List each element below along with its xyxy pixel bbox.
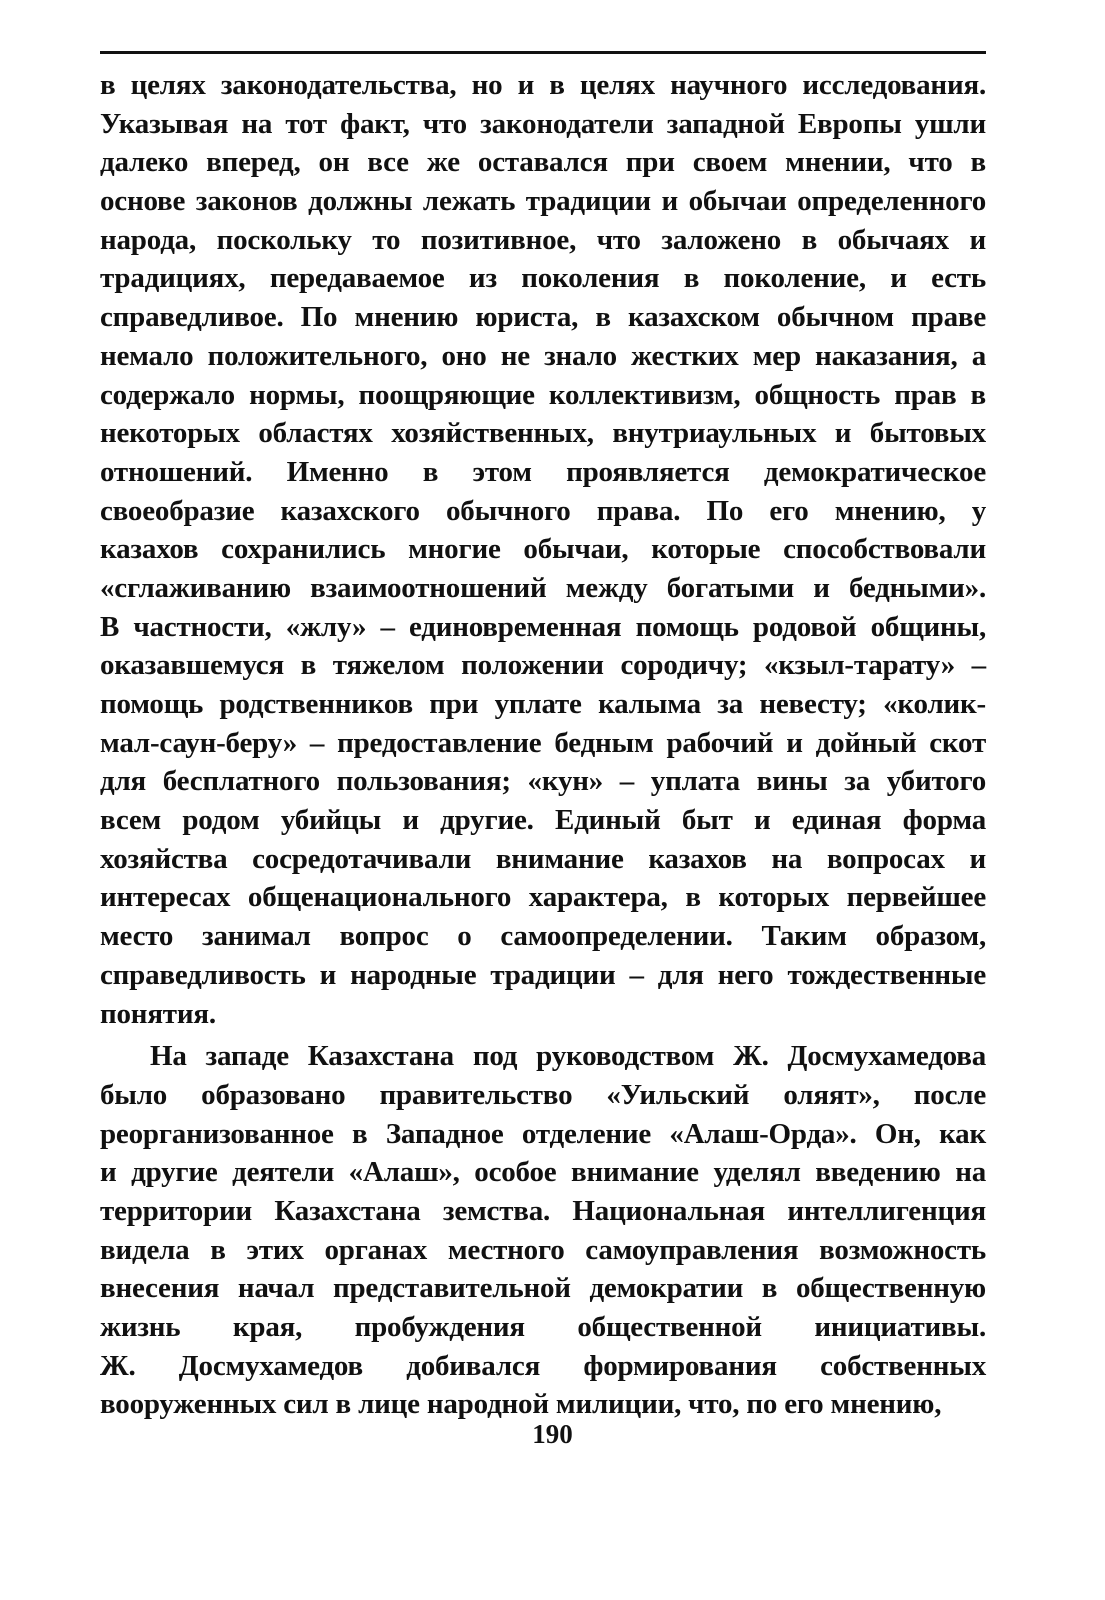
paragraph — [100, 1037, 986, 1424]
text-line: оказавшемуся в тяжелом положении сородичу; «кзыл-тарату» – — [100, 649, 986, 682]
text-line: место занимал вопрос о самоопределении. Таким образом, — [100, 920, 986, 953]
text-line: в целях законодательства, но и в целях научного исследования. — [100, 69, 986, 101]
text-line: На западе Казахстана под руководством Ж. Досмухамедова — [150, 1040, 986, 1073]
text-line: было образовано правительство «Уильский оляят», после — [100, 1078, 986, 1111]
text-line: Ж. Досмухамедов добивался формирования собственных — [100, 1349, 986, 1382]
text-line: народа, поскольку то позитивное, что заложено в обычаях и — [100, 223, 986, 256]
text-line: своеобразие казахского обычного права. По его мнению, у — [100, 494, 986, 527]
text-line: основе законов должны лежать традиции и обычаи определенного — [100, 185, 986, 218]
text-line: территории Казахстана земства. Национальная интеллигенция — [100, 1194, 986, 1227]
text-line: далеко вперед, он все же оставался при своем мнении, что в — [100, 146, 986, 179]
text-line: реорганизованное в Западное отделение «Алаш-Орда». Он, как — [100, 1117, 986, 1150]
text-line: для бесплатного пользования; «кун» – уплата вины за убитого — [100, 765, 986, 798]
text-line: хозяйства сосредотачивали внимание казахов на вопросах и — [100, 842, 986, 875]
text-line: вооруженных сил в лице народной милиции, что, по его мнению, — [100, 1388, 942, 1421]
text-line: всем родом убийцы и другие. Единый быт и единая форма — [100, 804, 986, 837]
page-number: 190 — [532, 1419, 573, 1449]
text-line: интересах общенационального характера, в которых первейшее — [100, 881, 986, 914]
page-body — [100, 66, 986, 1424]
text-line: Указывая на тот факт, что законодатели западной Европы ушли — [100, 107, 986, 140]
text-line: некоторых областях хозяйственных, внутриаульных и бытовых — [100, 417, 986, 450]
text-line: отношений. Именно в этом проявляется демократическое — [100, 455, 986, 488]
text-line: справедливость и народные традиции – для него тождественные — [100, 958, 986, 991]
text-line: казахов сохранились многие обычаи, которые способствовали — [100, 533, 986, 566]
text-line: мал-саун-беру» – предоставление бедным рабочий и дойный скот — [100, 726, 986, 759]
text-line: «сглаживанию взаимоотношений между богатыми и бедными». — [100, 571, 986, 604]
paragraph — [100, 66, 986, 1033]
text-line: традициях, передаваемое из поколения в поколение, и есть — [100, 262, 986, 295]
text-line: содержало нормы, поощряющие коллективизм, общность прав в — [100, 378, 986, 411]
text-line: понятия. — [100, 997, 216, 1030]
top-rule — [100, 51, 986, 54]
text-line: жизнь края, пробуждения общественной инициативы. — [100, 1311, 986, 1343]
text-line: помощь родственников при уплате калыма за невесту; «колик- — [100, 688, 986, 720]
text-line: видела в этих органах местного самоуправления возможность — [100, 1233, 986, 1266]
text-line: В частности, «жлу» – единовременная помощь родовой общины, — [100, 610, 986, 643]
text-line: справедливое. По мнению юриста, в казахском обычном праве — [100, 301, 986, 334]
text-line: внесения начал представительной демократии в общественную — [100, 1272, 986, 1305]
text-line: и другие деятели «Алаш», особое внимание уделял введению на — [100, 1156, 986, 1189]
text-line: немало положительного, оно не знало жестких мер наказания, а — [100, 339, 986, 372]
